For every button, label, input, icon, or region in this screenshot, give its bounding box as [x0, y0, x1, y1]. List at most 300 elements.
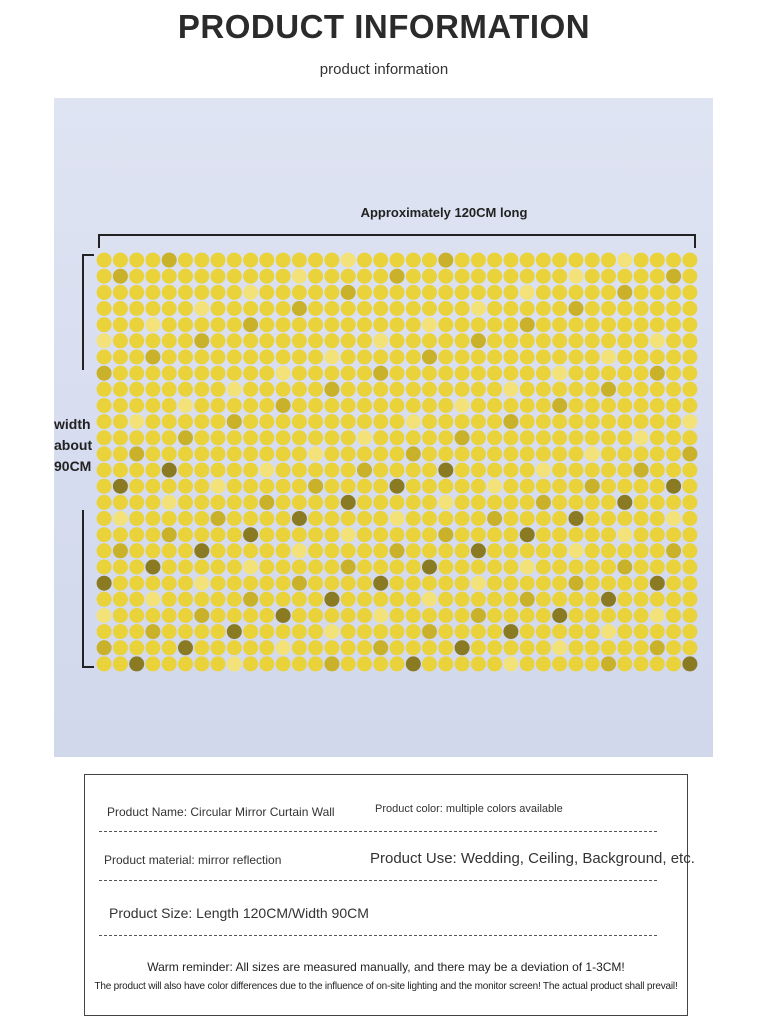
sequin — [341, 640, 356, 655]
sequin — [455, 333, 470, 348]
sequin — [552, 253, 567, 268]
sequin — [308, 608, 323, 623]
sequin — [455, 317, 470, 332]
sequin — [455, 656, 470, 671]
sequin — [227, 382, 242, 397]
sequin — [178, 269, 193, 284]
sequin — [243, 463, 258, 478]
sequin — [682, 560, 697, 575]
length-dimension-tick-right — [694, 234, 696, 248]
sequin — [634, 656, 649, 671]
product-use: Product Use: Wedding, Ceiling, Background, etc. — [370, 850, 695, 867]
sequin — [471, 285, 486, 300]
sequin — [390, 608, 405, 623]
sequin — [666, 608, 681, 623]
sequin — [145, 543, 160, 558]
sequin — [455, 624, 470, 639]
sequin — [455, 543, 470, 558]
sequin — [438, 382, 453, 397]
sequin — [536, 560, 551, 575]
sequin — [552, 592, 567, 607]
sequin — [601, 463, 616, 478]
sequin — [145, 640, 160, 655]
sequin — [617, 382, 632, 397]
sequin — [569, 479, 584, 494]
sequin — [373, 253, 388, 268]
sequin — [617, 543, 632, 558]
sequin — [292, 527, 307, 542]
sequin — [552, 446, 567, 461]
mirror-curtain-sequins — [96, 252, 698, 672]
sequin — [227, 414, 242, 429]
length-label: Approximately 120CM long — [360, 205, 528, 220]
sequin — [211, 608, 226, 623]
sequin — [243, 624, 258, 639]
sequin — [243, 560, 258, 575]
sequin — [162, 640, 177, 655]
sequin — [357, 624, 372, 639]
sequin — [113, 350, 128, 365]
sequin — [666, 511, 681, 526]
length-dimension-tick-left — [98, 234, 100, 248]
sequin — [438, 366, 453, 381]
sequin — [178, 543, 193, 558]
sequin — [211, 479, 226, 494]
sequin — [569, 366, 584, 381]
sequin — [178, 608, 193, 623]
sequin — [292, 366, 307, 381]
sequin — [308, 317, 323, 332]
sequin — [520, 253, 535, 268]
sequin — [227, 640, 242, 655]
sequin — [145, 608, 160, 623]
page-subtitle: product information — [319, 61, 449, 78]
sequin — [536, 511, 551, 526]
sequin — [552, 350, 567, 365]
sequin — [520, 333, 535, 348]
sequin — [455, 495, 470, 510]
sequin — [308, 511, 323, 526]
sequin — [650, 430, 665, 445]
sequin — [162, 285, 177, 300]
sequin — [422, 656, 437, 671]
sequin — [617, 350, 632, 365]
sequin — [276, 576, 291, 591]
sequin — [259, 495, 274, 510]
sequin — [569, 543, 584, 558]
sequin — [682, 640, 697, 655]
sequin — [406, 495, 421, 510]
sequin — [145, 479, 160, 494]
sequin — [487, 350, 502, 365]
sequin — [341, 527, 356, 542]
sequin — [503, 576, 518, 591]
sequin — [211, 414, 226, 429]
sequin — [438, 527, 453, 542]
sequin — [438, 317, 453, 332]
sequin — [276, 624, 291, 639]
sequin — [276, 333, 291, 348]
sequin — [422, 624, 437, 639]
sequin — [145, 269, 160, 284]
sequin — [373, 479, 388, 494]
sequin — [178, 511, 193, 526]
sequin — [503, 253, 518, 268]
sequin — [682, 382, 697, 397]
sequin — [487, 269, 502, 284]
sequin — [129, 463, 144, 478]
sequin — [682, 317, 697, 332]
sequin — [373, 592, 388, 607]
sequin — [162, 543, 177, 558]
sequin — [666, 446, 681, 461]
sequin — [357, 414, 372, 429]
sequin — [503, 301, 518, 316]
sequin — [650, 576, 665, 591]
sequin — [666, 301, 681, 316]
sequin — [569, 640, 584, 655]
sequin — [357, 253, 372, 268]
sequin — [536, 543, 551, 558]
sequin — [292, 253, 307, 268]
sequin — [178, 495, 193, 510]
sequin — [471, 350, 486, 365]
sequin — [520, 382, 535, 397]
sequin — [406, 333, 421, 348]
sequin — [129, 333, 144, 348]
sequin — [373, 446, 388, 461]
sequin — [585, 269, 600, 284]
sequin — [292, 398, 307, 413]
sequin — [129, 640, 144, 655]
sequin — [503, 446, 518, 461]
sequin — [520, 479, 535, 494]
sequin — [617, 463, 632, 478]
sequin — [259, 592, 274, 607]
sequin — [682, 269, 697, 284]
sequin — [113, 317, 128, 332]
sequin — [324, 463, 339, 478]
sequin — [650, 285, 665, 300]
sequin — [585, 301, 600, 316]
sequin — [341, 624, 356, 639]
sequin — [406, 640, 421, 655]
sequin — [227, 285, 242, 300]
sequin — [585, 253, 600, 268]
sequin — [373, 398, 388, 413]
sequin — [162, 301, 177, 316]
sequin — [178, 366, 193, 381]
sequin — [650, 382, 665, 397]
sequin — [569, 576, 584, 591]
sequin — [666, 366, 681, 381]
sequin — [601, 301, 616, 316]
sequin — [243, 285, 258, 300]
sequin — [650, 333, 665, 348]
sequin — [438, 495, 453, 510]
sequin — [569, 398, 584, 413]
sequin — [276, 414, 291, 429]
sequin — [162, 511, 177, 526]
sequin — [390, 285, 405, 300]
sequin — [194, 414, 209, 429]
sequin — [129, 430, 144, 445]
sequin — [520, 608, 535, 623]
sequin — [113, 366, 128, 381]
sequin — [536, 253, 551, 268]
sequin — [634, 592, 649, 607]
sequin — [194, 398, 209, 413]
sequin — [341, 656, 356, 671]
sequin — [259, 301, 274, 316]
sequin — [145, 592, 160, 607]
sequin — [471, 543, 486, 558]
product-color: Product color: multiple colors available — [375, 803, 563, 815]
sequin — [308, 398, 323, 413]
sequin — [113, 576, 128, 591]
sequin — [194, 317, 209, 332]
sequin — [569, 414, 584, 429]
sequin — [211, 543, 226, 558]
sequin — [503, 640, 518, 655]
sequin — [617, 592, 632, 607]
sequin — [324, 479, 339, 494]
sequin — [585, 592, 600, 607]
sequin — [308, 640, 323, 655]
sequin — [569, 656, 584, 671]
sequin — [471, 640, 486, 655]
sequin — [308, 656, 323, 671]
sequin — [406, 446, 421, 461]
sequin — [666, 543, 681, 558]
sequin — [194, 495, 209, 510]
sequin — [617, 511, 632, 526]
sequin — [682, 479, 697, 494]
sequin — [324, 446, 339, 461]
sequin — [259, 253, 274, 268]
sequin — [634, 398, 649, 413]
sequin — [341, 446, 356, 461]
sequin — [162, 430, 177, 445]
sequin — [227, 608, 242, 623]
sequin — [536, 446, 551, 461]
sequin — [292, 463, 307, 478]
sequin — [536, 414, 551, 429]
sequin — [536, 576, 551, 591]
sequin — [390, 366, 405, 381]
sequin — [145, 446, 160, 461]
sequin — [601, 414, 616, 429]
sequin — [634, 285, 649, 300]
sequin — [113, 301, 128, 316]
sequin — [129, 592, 144, 607]
sequin — [487, 576, 502, 591]
sequin — [162, 624, 177, 639]
sequin — [406, 624, 421, 639]
sequin — [162, 253, 177, 268]
sequin — [520, 592, 535, 607]
sequin — [536, 463, 551, 478]
sequin — [341, 269, 356, 284]
sequin — [390, 301, 405, 316]
sequin — [487, 543, 502, 558]
sequin — [97, 333, 112, 348]
sequin — [178, 560, 193, 575]
sequin — [455, 350, 470, 365]
sequin — [97, 608, 112, 623]
sequin — [422, 479, 437, 494]
sequin — [194, 640, 209, 655]
sequin — [243, 301, 258, 316]
sequin — [634, 640, 649, 655]
sequin — [211, 285, 226, 300]
color-difference-note: The product will also have color differences due to the influence of on-site lighting and the monitor screen! The actual product shall prevail! — [94, 981, 678, 992]
sequin — [569, 463, 584, 478]
sequin — [97, 624, 112, 639]
sequin — [650, 495, 665, 510]
sequin — [438, 463, 453, 478]
sequin — [211, 446, 226, 461]
sequin — [243, 446, 258, 461]
sequin — [129, 301, 144, 316]
sequin — [536, 269, 551, 284]
sequin — [390, 317, 405, 332]
sequin — [341, 350, 356, 365]
sequin — [438, 592, 453, 607]
sequin — [259, 656, 274, 671]
sequin — [520, 398, 535, 413]
sequin — [178, 414, 193, 429]
sequin — [145, 576, 160, 591]
sequin — [552, 495, 567, 510]
sequin — [292, 479, 307, 494]
sequin — [276, 253, 291, 268]
sequin — [487, 640, 502, 655]
sequin — [438, 640, 453, 655]
sequin — [227, 366, 242, 381]
sequin — [487, 430, 502, 445]
product-name: Product Name: Circular Mirror Curtain Wall — [107, 805, 335, 819]
sequin — [422, 430, 437, 445]
sequin — [97, 446, 112, 461]
sequin — [259, 366, 274, 381]
sequin — [97, 495, 112, 510]
sequin — [634, 543, 649, 558]
sequin — [129, 253, 144, 268]
sequin — [422, 592, 437, 607]
sequin — [113, 592, 128, 607]
sequin — [536, 350, 551, 365]
sequin — [634, 430, 649, 445]
sequin — [487, 446, 502, 461]
sequin — [243, 398, 258, 413]
sequin — [536, 382, 551, 397]
sequin — [324, 285, 339, 300]
sequin — [406, 527, 421, 542]
sequin — [259, 398, 274, 413]
sequin — [585, 285, 600, 300]
sequin — [682, 350, 697, 365]
sequin — [634, 446, 649, 461]
sequin — [471, 479, 486, 494]
sequin — [666, 463, 681, 478]
sequin — [682, 253, 697, 268]
sequin — [341, 414, 356, 429]
sequin — [211, 317, 226, 332]
sequin — [601, 350, 616, 365]
sequin — [227, 430, 242, 445]
sequin — [292, 495, 307, 510]
sequin — [650, 398, 665, 413]
sequin — [390, 350, 405, 365]
sequin — [341, 592, 356, 607]
sequin — [617, 446, 632, 461]
sequin — [455, 640, 470, 655]
sequin — [601, 560, 616, 575]
sequin — [308, 624, 323, 639]
sequin — [276, 463, 291, 478]
sequin — [601, 285, 616, 300]
sequin — [666, 398, 681, 413]
sequin — [569, 382, 584, 397]
sequin — [406, 560, 421, 575]
mirror-curtain — [96, 252, 698, 672]
sequin — [373, 366, 388, 381]
sequin — [503, 543, 518, 558]
sequin — [455, 269, 470, 284]
sequin — [341, 495, 356, 510]
sequin — [569, 560, 584, 575]
sequin — [455, 446, 470, 461]
sequin — [113, 253, 128, 268]
sequin — [471, 269, 486, 284]
sequin — [259, 350, 274, 365]
sequin — [406, 576, 421, 591]
sequin — [601, 382, 616, 397]
sequin — [634, 350, 649, 365]
sequin — [390, 640, 405, 655]
sequin — [113, 414, 128, 429]
sequin — [308, 414, 323, 429]
sequin — [634, 624, 649, 639]
sequin — [666, 576, 681, 591]
sequin — [341, 301, 356, 316]
sequin — [666, 253, 681, 268]
sequin — [503, 333, 518, 348]
sequin — [422, 640, 437, 655]
sequin — [308, 301, 323, 316]
sequin — [373, 608, 388, 623]
sequin — [569, 592, 584, 607]
sequin — [438, 624, 453, 639]
sequin — [324, 592, 339, 607]
sequin — [520, 656, 535, 671]
sequin — [682, 495, 697, 510]
sequin — [406, 366, 421, 381]
sequin — [373, 624, 388, 639]
sequin — [194, 285, 209, 300]
sequin — [259, 479, 274, 494]
sequin — [227, 560, 242, 575]
sequin — [569, 269, 584, 284]
sequin — [682, 414, 697, 429]
sequin — [552, 543, 567, 558]
sequin — [178, 301, 193, 316]
sequin — [162, 656, 177, 671]
sequin — [113, 398, 128, 413]
sequin — [227, 656, 242, 671]
sequin — [585, 560, 600, 575]
